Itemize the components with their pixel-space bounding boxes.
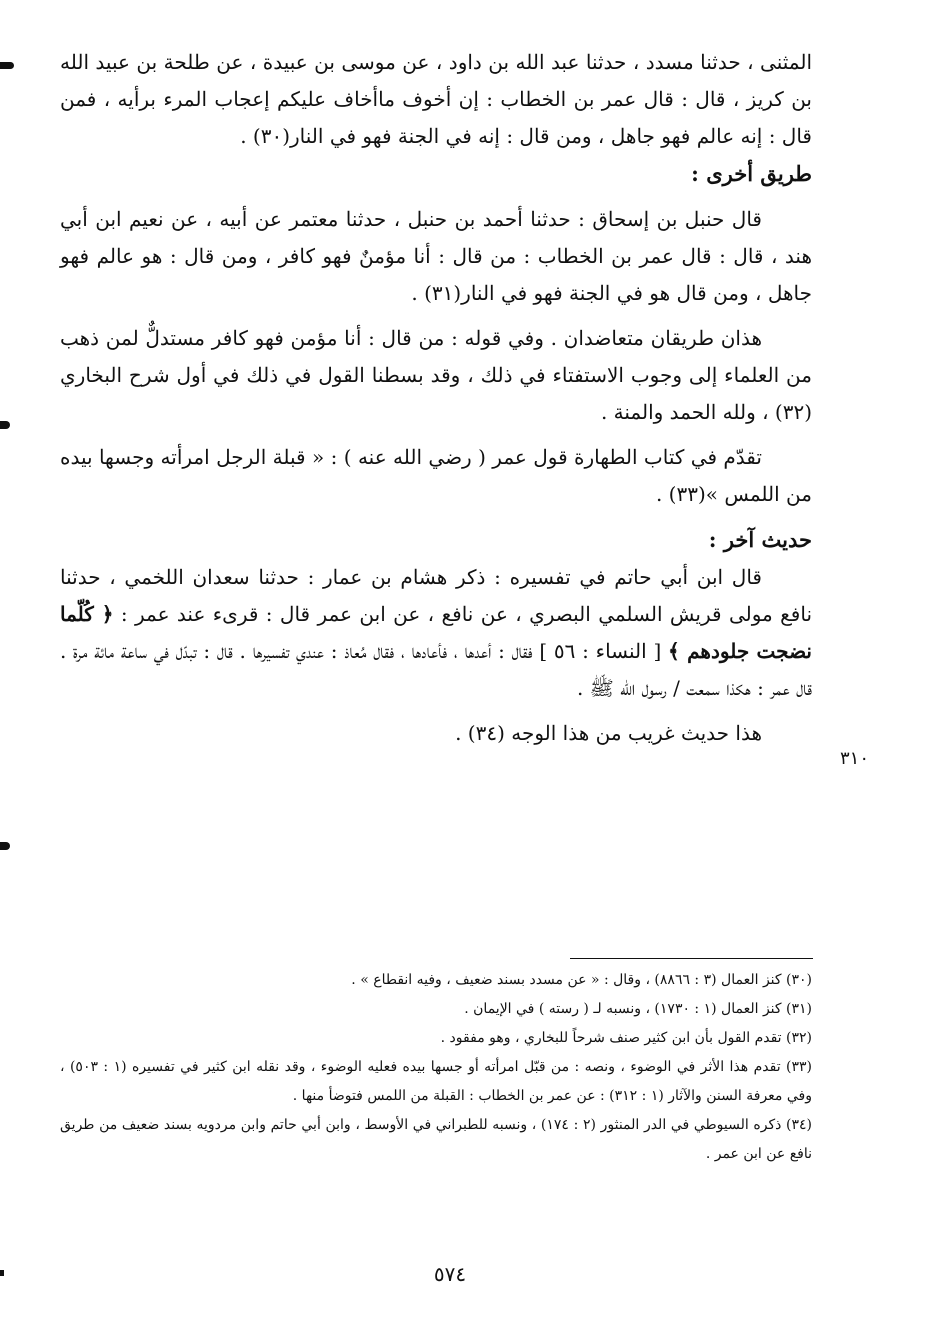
paragraph: المثنى ، حدثنا مسدد ، حدثنا عبد الله بن داود ، عن موسى بن عبيدة ، عن طلحة بن عبيد الله بن كريز ، قال : قال عمر بن الخطاب : إن أخوف ماأخاف عليكم إعجاب المرء برأيه ، فمن قال : إنه عالم فهو جاهل ، ومن قال : إنه في الجنة فهو في النار(٣٠) . (60, 50, 812, 148)
paragraph (60, 559, 812, 707)
spacer (60, 513, 812, 521)
spacer (60, 707, 812, 715)
quran-verse: ﴿ كُلّما نضجت جلودهم ﴾ (60, 602, 813, 663)
footnotes (60, 966, 812, 1169)
spacer (60, 431, 812, 439)
footnote: (٣٤) ذكره السيوطي في الدر المنثور (٢ : ١٧٤) ، ونسبه للطبراني في الأوسط ، وابن أبي حاتم وابن مردويه بسند ضعيف من طريق نافع عن ابن عمر . (60, 1117, 812, 1162)
binding-mark (0, 421, 10, 429)
binding-mark (0, 1270, 4, 1276)
footnote-rule (570, 958, 813, 959)
paragraph: هذان طريقان متعاضدان . وفي قوله : من قال : أنا مؤمن فهو كافر مستدلٌّ لمن ذهب من العلماء إلى وجوب الاستفتاء في ذلك ، وقد بسطنا القول في ذلك في أول شرح البخاري (٣٢) ، ولله الحمد والمنة . (60, 326, 812, 424)
footnote: (٣١) كنز العمال (١ : ١٧٣٠) ، ونسبه لـ ( رسته ) في الإيمان . (464, 1001, 812, 1017)
binding-mark (0, 842, 10, 850)
section-heading: حديث آخر : (708, 527, 812, 552)
binding-mark (0, 62, 14, 69)
section-heading: طريق أخرى : (691, 161, 812, 186)
margin-folio-number: ٣١٠ (840, 748, 870, 769)
spacer (60, 193, 812, 201)
footnote: (٣٠) كنز العمال (٣ : ٨٨٦٦) ، وقال : « عن مسدد بسند ضعيف ، وفيه انقطاع » . (351, 972, 812, 988)
paragraph-text: قال ابن أبي حاتم في تفسيره : ذكر هشام بن عمار : حدثنا سعدان اللخمي ، حدثنا نافع مولى قريش السلمي البصري ، عن نافع ، عن ابن عمر قال : قرىء عند عمر : (60, 565, 813, 626)
paragraph-text: فقال : أعدها ، فأعادها ، فقال مُعاذ : عندي تفسيرها . قال : تبدّل في ساعة مائة مرة . قال عمر : هكذا سمعت / رسول الله ﷺ . (60, 639, 812, 700)
footnote: (٣٢) تقدم القول بأن ابن كثير صنف شرحاً للبخاري ، وهو مفقود . (440, 1030, 812, 1046)
main-text (60, 44, 812, 752)
page-number: ٥٧٤ (433, 1262, 467, 1286)
paragraph: تقدّم في كتاب الطهارة قول عمر ( رضي الله عنه ) : « قبلة الرجل امرأته وجسها بيده من اللمس »(٣٣) . (60, 445, 812, 506)
paragraph: قال حنبل بن إسحاق : حدثنا أحمد بن حنبل ، حدثنا معتمر عن أبيه ، عن نعيم ابن أبي هند ، قال : قال عمر بن الخطاب : من قال : أنا مؤمنٌ فهو كافر ، ومن قال : هو عالم فهو جاهل ، ومن قال هو في الجنة فهو في النار(٣١) . (60, 207, 812, 305)
verse-reference: [ النساء : ٥٦ ] (539, 639, 662, 663)
paragraph: هذا حديث غريب من هذا الوجه (٣٤) . (455, 721, 762, 745)
spacer (60, 312, 812, 320)
footnote: (٣٣) تقدم هذا الأثر في الوضوء ، ونصه : من قبّل امرأته أو جسها بيده فعليه الوضوء ، وقد نقله ابن كثير في تفسيره (١ : ٥٠٣) ، وفي معرفة السنن والآثار (١ : ٣١٢) : عن عمر بن الخطاب : القبلة من اللمس فتوضأ منها . (60, 1059, 813, 1104)
